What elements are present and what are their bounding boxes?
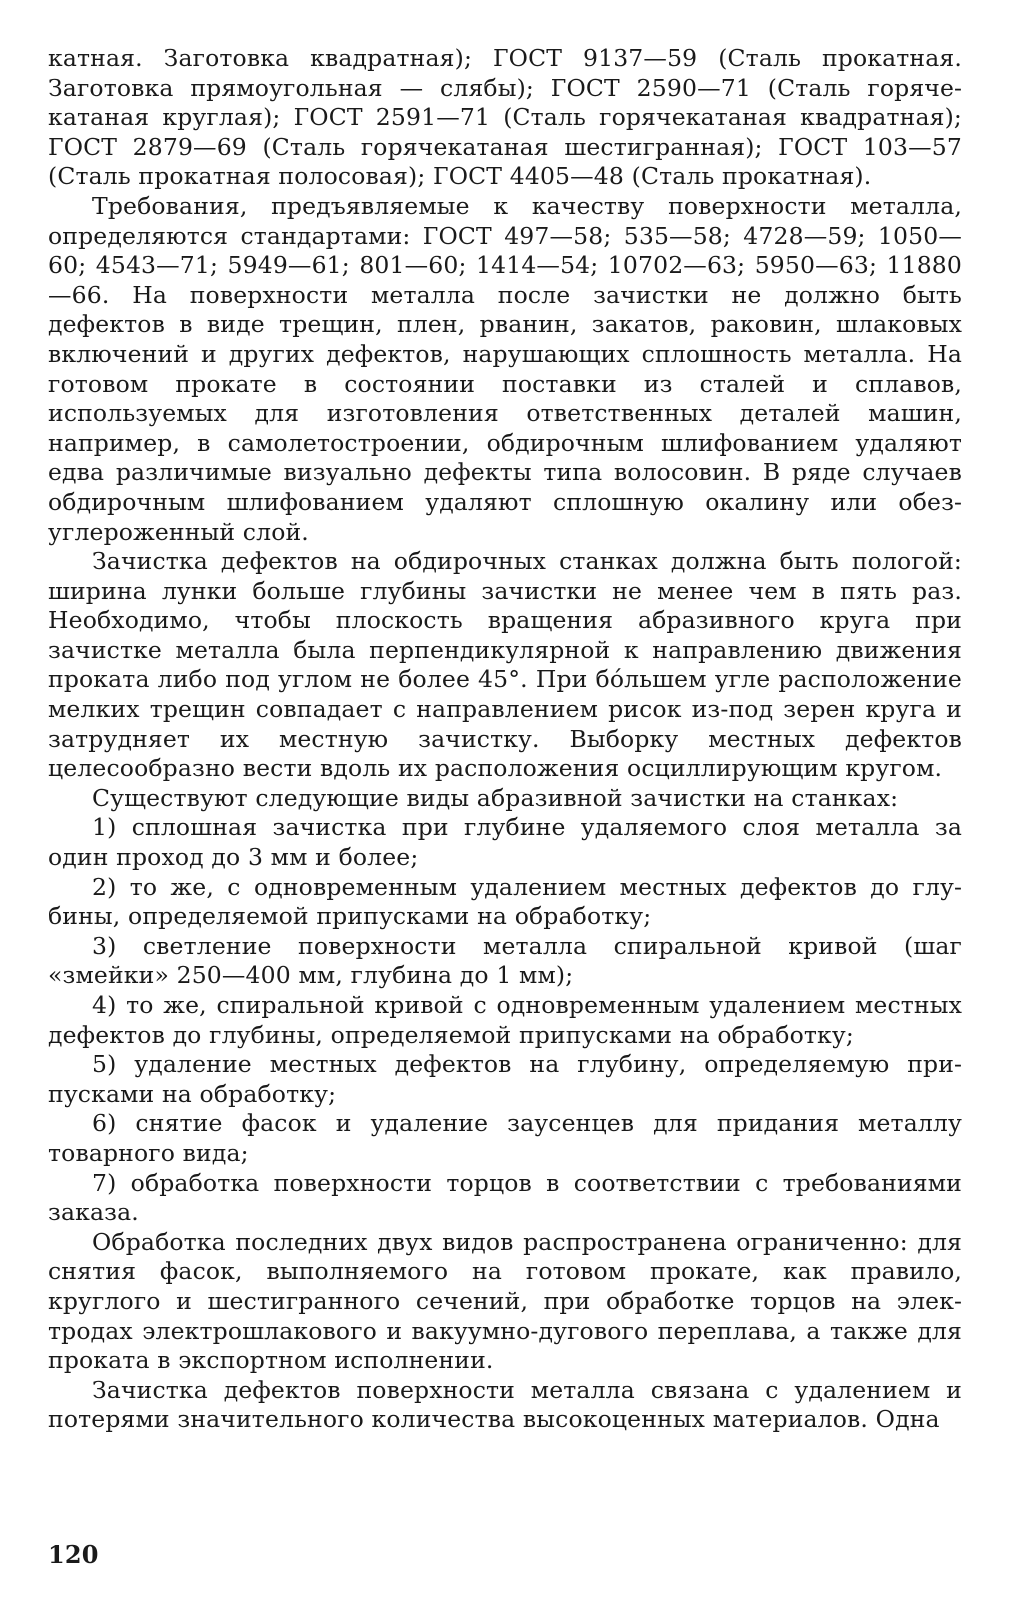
list-item: 7) обработка поверхности торцов в соответствии с требованиями заказа. (48, 1168, 962, 1227)
list-item: 4) то же, спиральной кривой с одновременным удалением местных дефектов до глубины, определяемой припусками на обработку; (48, 991, 962, 1049)
paragraph-limited-use: Обработка последних двух видов распространена ограниченно: для снятия фасок, выполняемого на готовом прокате, как правило, круглого и шестигранного сечений, при обработке торцов на электродах электрошлакового и вакуумно-дугового переплава, а также для проката в экспортном исполнении. (48, 1227, 962, 1375)
paragraph-surface-requirements: Требования, предъявляемые к качеству поверхности металла, определяются стандартами: ГОСТ 497—58; 535—58; 4728—59; 1050—60; 4543—71; 5949—61; 801—60; 1414—54; 10702—63; 5950—63; 11880—66. На поверхности металла после зачистки не должно быть дефектов в виде трещин, плен, рванин, закатов, раковин, шлаковых включений и других дефектов, нарушающих сплошность металла. На готовом прокате в состоянии поставки из сталей и сплавов, используемых для изготовления ответственных деталей машин, например, в самолетостроении, обдирочным шлифованием удаляют едва различимые визуально дефекты типа волосовин. В ряде случаев обдирочным шлифованием удаляют сплошную окалину или обезуглероженный слой. (48, 191, 962, 546)
cleaning-types-list (48, 813, 962, 1227)
paragraph-gost-list: катная. Заготовка квадратная); ГОСТ 9137—59 (Сталь прокатная. Заготовка прямоугольная — слябы); ГОСТ 2590—71 (Сталь горячекатаная круглая); ГОСТ 2591—71 (Сталь горячекатаная квадратная); ГОСТ 2879—69 (Сталь горячекатаная шестигранная); ГОСТ 103—57 (Сталь прокатная полосовая); ГОСТ 4405—48 (Сталь прокатная). (48, 44, 962, 191)
paragraph-material-losses: Зачистка дефектов поверхности металла связана с удалением и потерями значительного количества высокоценных материалов. Одна (48, 1375, 962, 1434)
page-number: 120 (48, 1540, 99, 1569)
list-item: 3) светление поверхности металла спиральной кривой (шаг «змейки» 250—400 мм, глубина до 1 мм); (48, 931, 962, 990)
list-item: 6) снятие фасок и удаление заусенцев для придания металлу товарного вида; (48, 1109, 962, 1167)
list-item: 5) удаление местных дефектов на глубину, определяемую припусками на обработку; (48, 1050, 962, 1108)
paragraph-list-intro: Существуют следующие виды абразивной зачистки на станках: (92, 783, 899, 812)
paragraph-cleaning-technique: Зачистка дефектов на обдирочных станках должна быть пологой: ширина лунки больше глубины зачистки не менее чем в пять раз. Необходимо, чтобы плоскость вращения абразивного круга при зачистке металла была перпендикулярной к направлению движения проката либо под углом не более 45°. При бóльшем угле расположение мелких трещин совпадает с направлением рисок из-под зерен круга и затрудняет их местную зачистку. Выборку местных дефектов целесообразно вести вдоль их расположения осциллирующим кругом. (48, 547, 962, 783)
list-item: 2) то же, с одновременным удалением местных дефектов до глубины, определяемой припусками на обработку; (48, 872, 962, 931)
list-item: 1) сплошная зачистка при глубине удаляемого слоя металла за один проход до 3 мм и более; (48, 813, 962, 872)
